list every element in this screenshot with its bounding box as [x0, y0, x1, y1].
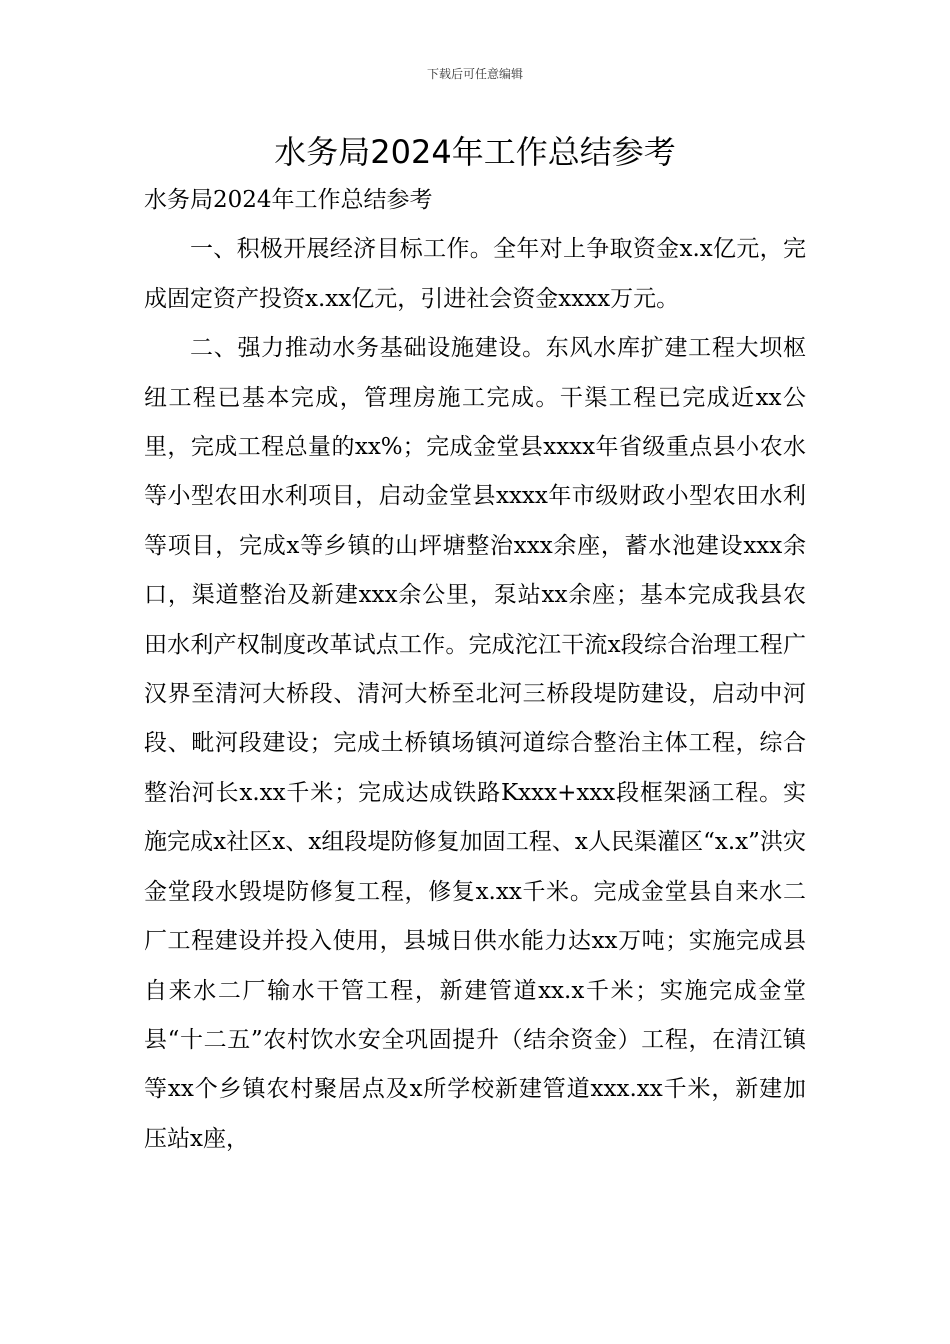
paragraph-1: 一、积极开展经济目标工作。全年对上争取资金x.x亿元，完成固定资产投资x.xx亿元，引进社会资金xxxx万元。 — [144, 236, 806, 312]
document-title: 水务局2024年工作总结参考 — [274, 133, 676, 171]
header-note: 下载后可任意编辑 — [426, 67, 523, 81]
document-body — [144, 176, 806, 1164]
paragraph-2: 二、强力推动水务基础设施建设。东风水库扩建工程大坝枢纽工程已基本完成，管理房施工完成。干渠工程已完成近xx公里，完成工程总量的xx%；完成金堂县xxxx年省级重点县小农水等小型农田水利项目，启动金堂县xxxx年市级财政小型农田水利等项目，完成x等乡镇的山坪塘整治xxx余座，蓄水池建设xxx余口，渠道整治及新建xxx余公里，泵站xx余座；基本完成我县农田水利产权制度改革试点工作。完成沱江干流x段综合治理工程广汉界至清河大桥段、清河大桥至北河三桥段堤防建设，启动中河段、毗河段建设；完成土桥镇场镇河道综合整治主体工程，综合整治河长x.xx千米；完成达成铁路Kxxx+xxx段框架涵工程。实施完成x社区x、x组段堤防修复加固工程、x人民渠灌区“x.x”洪灾金堂段水毁堤防修复工程，修复x.xx千米。完成金堂县自来水二厂工程建设并投入使用，县城日供水能力达xx万吨；实施完成县自来水二厂输水干管工程，新建管道xx.x千米；实施完成金堂县“十二五”农村饮水安全巩固提升（结余资金）工程，在清江镇等xx个乡镇农村聚居点及x所学校新建管道xxx.xx千米，新建加压站x座， — [144, 335, 806, 1152]
document-subtitle: 水务局2024年工作总结参考 — [144, 187, 433, 213]
